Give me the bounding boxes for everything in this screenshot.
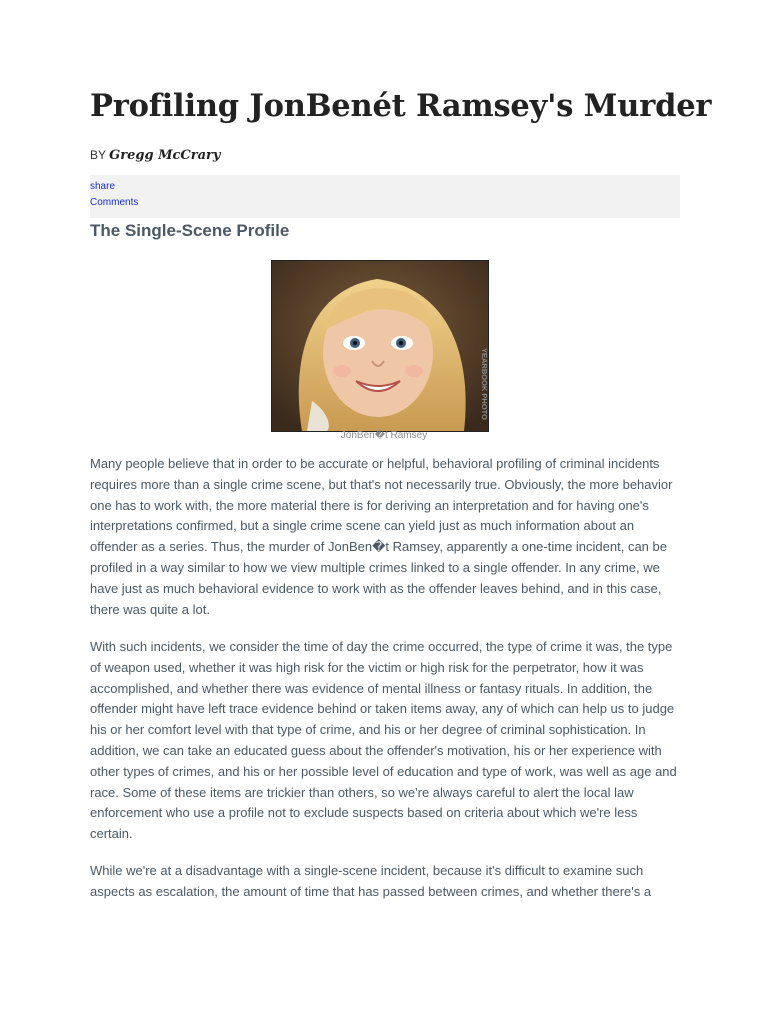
- share-link[interactable]: share: [90, 181, 116, 192]
- figure-caption: JonBen�t Ramsey: [340, 430, 428, 441]
- byline: [90, 148, 220, 163]
- author-name: Gregg McCrary: [109, 148, 221, 163]
- paragraph: Many people believe that in order to be accurate or helpful, behavioral profiling of criminal incidents requires more than a single crime scene, but that's not necessarily true. Obviously, the more behavior one has to work with, the more material there is for deriving an interpretation and for having one's interpretations confirmed, but a single crime scene can yield just as much information about an offender as a series. Thus, the murder of JonBen�t Ramsey, apparently a one-time incident, can be profiled in a way similar to how we view multiple crimes linked to a single offender. In any crime, we have just as much behavioral evidence to work with as the offender leaves behind, and in this case, there was quite a lot.: [90, 456, 673, 617]
- portrait-image: [272, 261, 488, 431]
- figure: [271, 260, 497, 441]
- paragraph: With such incidents, we consider the time of day the crime occurred, the type of crime it was, the type of weapon used, whether it was high risk for the victim or high risk for the perpetrator, how it was accomplished, and whether there was evidence of mental illness or fantasy rituals. In addition, the offender might have left trace evidence behind or taken items away, any of which can help us to judge his or her comfort level with that type of crime, and his or her degree of criminal sophistication. In addition, we can take an educated guess about the offender's motivation, his or her experience with other types of crimes, and his or her possible level of education and type of work, was well as age and race. Some of these items are trickier than others, so we're always careful to alert the local law enforcement who use a profile not to exclude suspects based on criteria about which we're less certain.: [90, 639, 677, 842]
- section-heading: The Single-Scene Profile: [90, 221, 290, 240]
- article-title: Profiling JonBenét Ramsey's Murder: [90, 88, 712, 124]
- share-box: [90, 175, 680, 218]
- portrait-photo: [271, 260, 489, 432]
- byline-label: BY: [90, 148, 106, 162]
- comments-link[interactable]: Comments: [90, 197, 139, 208]
- photo-credit: YEARBOOK PHOTO: [480, 348, 489, 420]
- paragraph: While we're at a disadvantage with a single-scene incident, because it's difficult to examine such aspects as escalation, the amount of time that has passed between crimes, and whether there's a: [90, 863, 652, 899]
